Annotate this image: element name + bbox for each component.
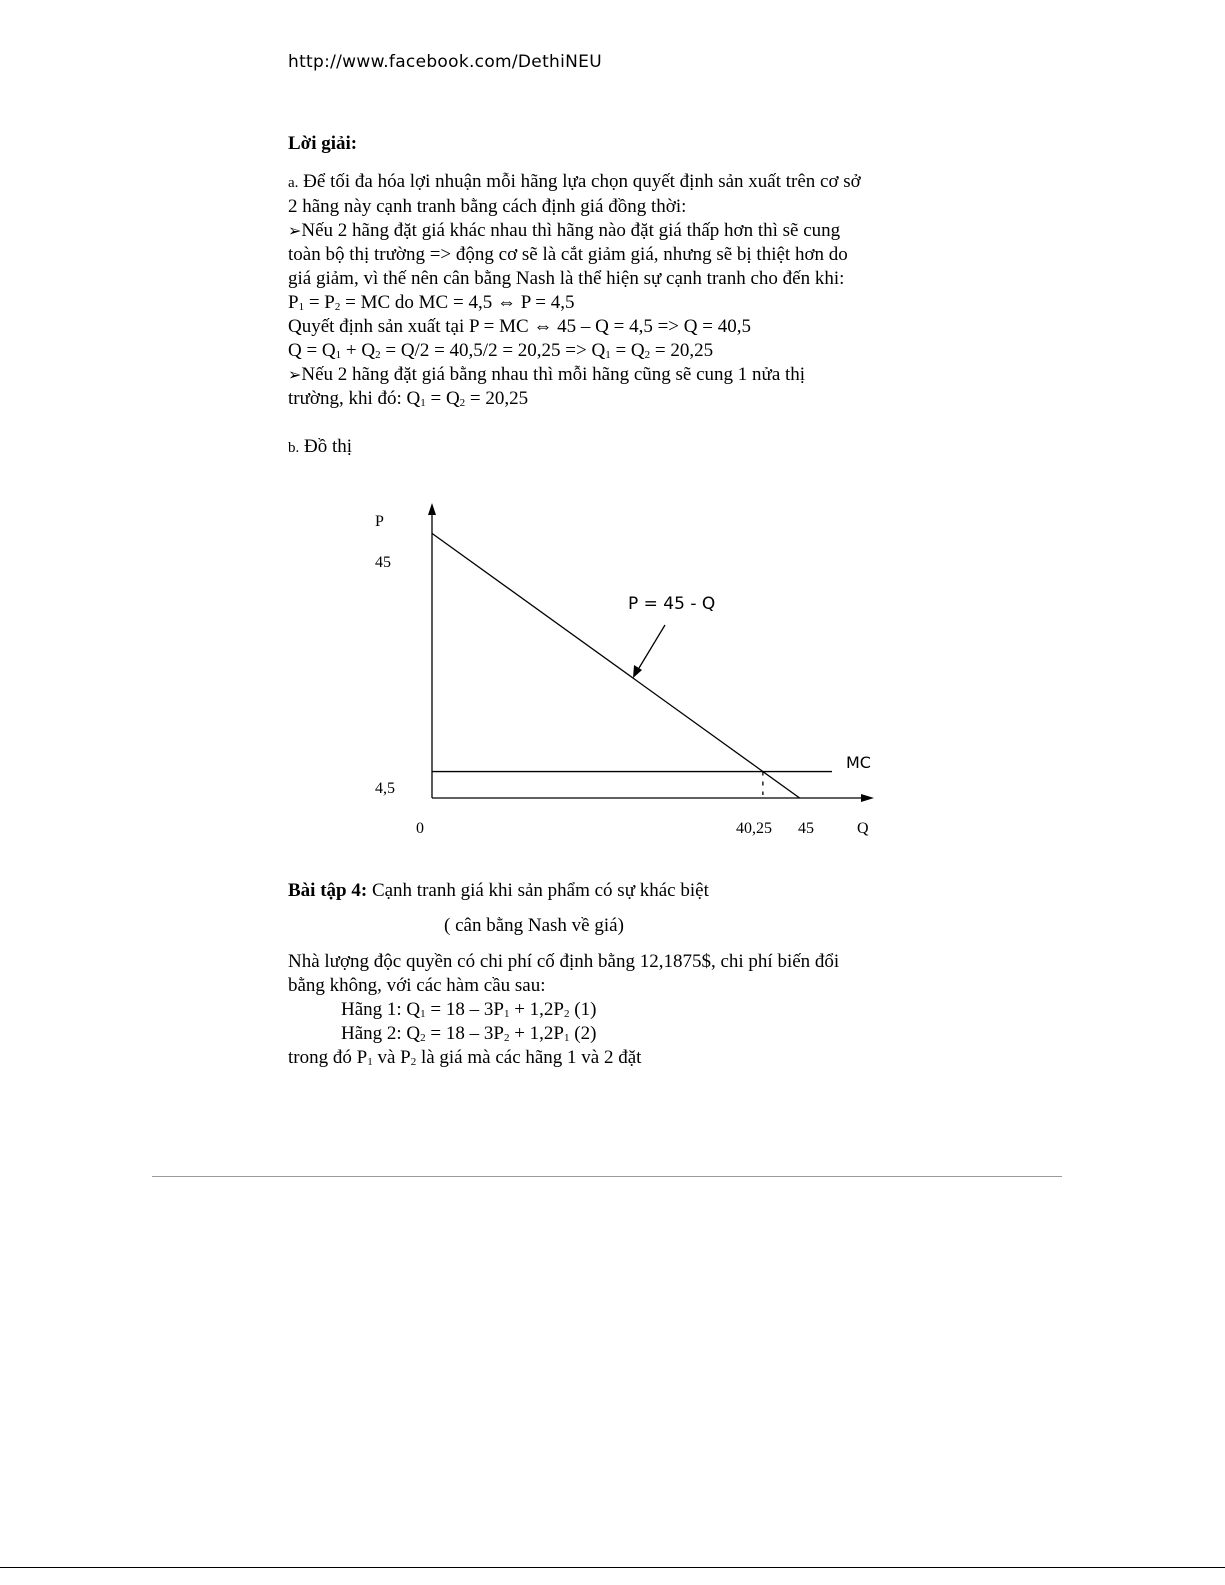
bullet-2-line-1 <box>288 363 938 387</box>
bullet-2-line-2: trường, khi đó: $Q_1 = Q_2 = 20,25$ <box>288 388 529 409</box>
bullet-1-line-1 <box>288 219 938 243</box>
y-axis-label: P <box>375 513 384 530</box>
part-b-line <box>288 435 938 460</box>
solution-title: Lời giải: <box>288 133 358 154</box>
x-tick-40-25: 40,25 <box>736 820 772 837</box>
exercise-title-rest: Cạnh tranh giá khi sản phẩm có sự khác biệt <box>367 880 709 901</box>
arrow-bullet-icon: ➢ <box>288 221 302 240</box>
arrow-bullet-icon: ➢ <box>288 365 302 384</box>
x-axis-arrow-icon <box>861 794 874 802</box>
bottom-border <box>0 1567 1225 1568</box>
y-tick-4-5: 4,5 <box>375 780 395 797</box>
exercise-section <box>288 879 938 1070</box>
bullet-1-line-2: toàn bộ thị trường => động cơ sẽ là cắt giảm giá, nhưng sẽ bị thiệt hơn do <box>288 244 848 265</box>
demand-mc-chart <box>360 495 900 855</box>
solution-section <box>288 132 938 460</box>
exercise-title: Bài tập 4: <box>288 880 368 901</box>
y-tick-45: 45 <box>375 554 391 571</box>
source-url[interactable]: http://www.facebook.com/DethiNEU <box>288 52 602 72</box>
exercise-line-last: trong đó $P_1$ và $P_2$ là giá mà các hãng 1 và 2 đặt <box>288 1047 642 1068</box>
x-tick-0: 0 <box>416 820 424 837</box>
chart-svg <box>360 495 900 855</box>
part-a-line-2: 2 hãng này cạnh tranh bằng cách định giá đồng thời: <box>288 196 687 217</box>
bullet-2-text: Nếu 2 hãng đặt giá bằng nhau thì mỗi hãng cũng sẽ cung 1 nửa thị <box>301 364 806 385</box>
part-a-text-1: Để tối đa hóa lợi nhuận mỗi hãng lựa chọn quyết định sản xuất trên cơ sở <box>303 171 861 192</box>
demand-line <box>432 533 800 798</box>
part-b-label: b. <box>288 440 300 456</box>
bullet-1-line-3: giá giảm, vì thế nên cân bằng Nash là thể hiện sự cạnh tranh cho đến khi: <box>288 268 845 289</box>
equation-3: $Q = Q_1 + Q_2 = Q/2 = 40,5/2 = 20,25 => Q_1 = Q_2 = 20,25$ <box>288 340 714 361</box>
part-b-text: Đồ thị <box>304 436 353 457</box>
exercise-title-line <box>288 879 938 903</box>
y-axis-arrow-icon <box>428 503 436 515</box>
firm-1-demand: Hãng 1: $Q_1 = 18 - 3P_1 + 1,2P_2$ (1) <box>341 999 597 1020</box>
part-a-label: a. <box>288 175 299 191</box>
bullet-1-text: Nếu 2 hãng đặt giá khác nhau thì hãng nào đặt giá thấp hơn thì sẽ cung <box>301 220 841 241</box>
annotation-arrow <box>636 625 665 673</box>
annotation-arrowhead-icon <box>633 665 642 678</box>
firm-2-demand: Hãng 2: $Q_2 = 18 - 3P_2 + 1,2P_1$ (2) <box>341 1023 597 1044</box>
exercise-subtitle: ( cân bằng Nash về giá) <box>444 915 624 936</box>
demand-label: P = 45 - Q <box>628 594 716 614</box>
equation-1: $P_1 = P_2$ = MC do MC = 4,5 ⇔ P = 4,5 <box>288 292 575 313</box>
part-a-line-1 <box>288 170 938 195</box>
equation-2: Quyết định sản xuất tại P = MC ⇔ 45 – Q = 4,5 => Q = 40,5 <box>288 316 751 337</box>
mc-label: MC <box>846 753 871 772</box>
page-divider <box>152 1176 1062 1177</box>
exercise-line-1: Nhà lượng độc quyền có chi phí cố định bằng 12,1875$, chi phí biến đổi <box>288 951 840 972</box>
x-axis-label: Q <box>857 820 869 837</box>
exercise-line-2: bằng không, với các hàm cầu sau: <box>288 975 546 996</box>
x-tick-45: 45 <box>798 820 814 837</box>
